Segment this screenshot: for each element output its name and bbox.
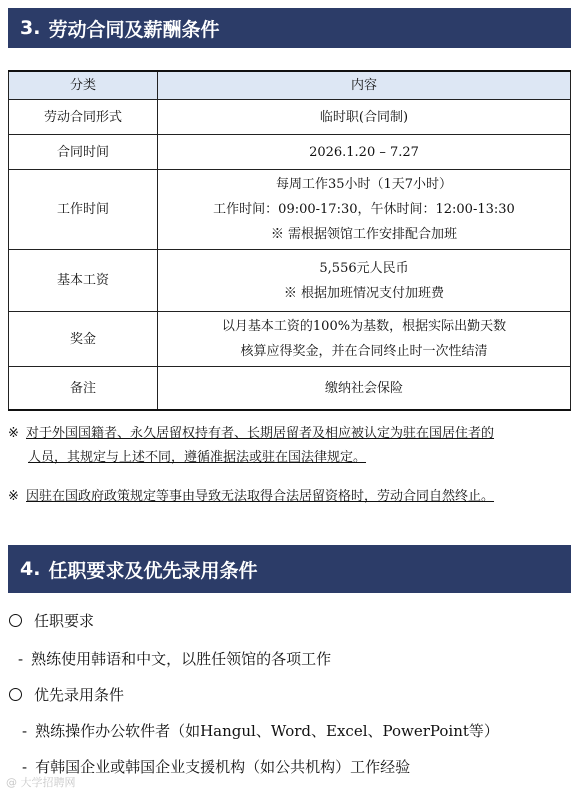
watermark: @ 大学招聘网	[6, 776, 76, 789]
note-mark: ※	[8, 489, 19, 504]
circle-bullet-icon	[9, 688, 22, 701]
value-line: 工作时间：09:00-17:30，午休时间：12:00-13:30	[213, 202, 515, 217]
row-key: 合同时间	[9, 135, 158, 170]
contract-table	[8, 70, 571, 411]
note-mark: ※	[8, 426, 19, 441]
row-value	[158, 312, 571, 367]
row-key: 备注	[9, 367, 158, 411]
section-3-header	[8, 8, 571, 48]
value-line: ※ 根据加班情况支付加班费	[283, 285, 445, 301]
dash-bullet-icon: -	[22, 722, 28, 740]
note-text-continued: 人员，其规定与上述不同，遵循准据法或驻在国法律规定。	[28, 450, 367, 465]
heading-text: 优先录用条件	[34, 686, 125, 704]
row-value	[158, 135, 571, 170]
value-line: 临时职(合同制)	[319, 109, 409, 125]
section-title: 任职要求及优先录用条件	[48, 559, 258, 582]
value-line: 缴纳社会保险	[324, 380, 403, 396]
preference-item	[22, 756, 410, 778]
value-line: 5,556元人民币	[319, 260, 409, 276]
table-row	[9, 135, 571, 170]
header-content: 内容	[158, 71, 571, 100]
item-text: 熟练操作办公软件者（如Hangul、Word、Excel、PowerPoint等）	[35, 722, 499, 740]
section-4-header	[8, 545, 571, 593]
note-text: 对于外国国籍者、永久居留权持有者、长期居留者及相应被认定为驻在国居住者的	[26, 426, 495, 441]
value-line: ※ 需根据领馆工作安排配合加班	[270, 227, 458, 242]
preference-item	[22, 720, 499, 742]
value-line: 以月基本工资的100%为基数，根据实际出勤天数	[221, 319, 507, 334]
row-value	[158, 100, 571, 135]
table-row	[9, 170, 571, 250]
note-text: 因驻在国政府政策规定等事由导致无法取得合法居留资格时，劳动合同自然终止。	[26, 489, 495, 504]
row-key: 劳动合同形式	[9, 100, 158, 135]
heading-text: 任职要求	[34, 612, 95, 630]
dash-bullet-icon: -	[18, 650, 24, 668]
row-value	[158, 170, 571, 250]
row-key: 工作时间	[9, 170, 158, 250]
dash-bullet-icon: -	[22, 758, 28, 776]
table-header-row	[9, 71, 571, 100]
section-title: 劳动合同及薪酬条件	[48, 18, 220, 41]
requirements-heading	[9, 610, 94, 632]
section-number: 3.	[20, 17, 41, 39]
section-number: 4.	[20, 558, 41, 580]
row-key: 奖金	[9, 312, 158, 367]
note-foreign-residents	[8, 422, 573, 470]
circle-bullet-icon	[9, 614, 22, 627]
value-line: 核算应得奖金，并在合同终止时一次性结清	[240, 344, 488, 359]
item-text: 熟练使用韩语和中文，以胜任领馆的各项工作	[31, 650, 332, 668]
value-line: 每周工作35小时（1天7小时）	[275, 177, 453, 192]
table-row	[9, 367, 571, 411]
value-line: 2026.1.20 – 7.27	[309, 144, 419, 160]
requirement-item	[18, 648, 331, 670]
preferences-heading	[9, 684, 124, 706]
note-residence-status	[8, 485, 573, 509]
row-value	[158, 367, 571, 411]
table-row	[9, 250, 571, 312]
table-row	[9, 312, 571, 367]
row-key: 基本工资	[9, 250, 158, 312]
header-category: 分类	[9, 71, 158, 100]
item-text: 有韩国企业或韩国企业支援机构（如公共机构）工作经验	[35, 758, 411, 776]
row-value	[158, 250, 571, 312]
table-row	[9, 100, 571, 135]
